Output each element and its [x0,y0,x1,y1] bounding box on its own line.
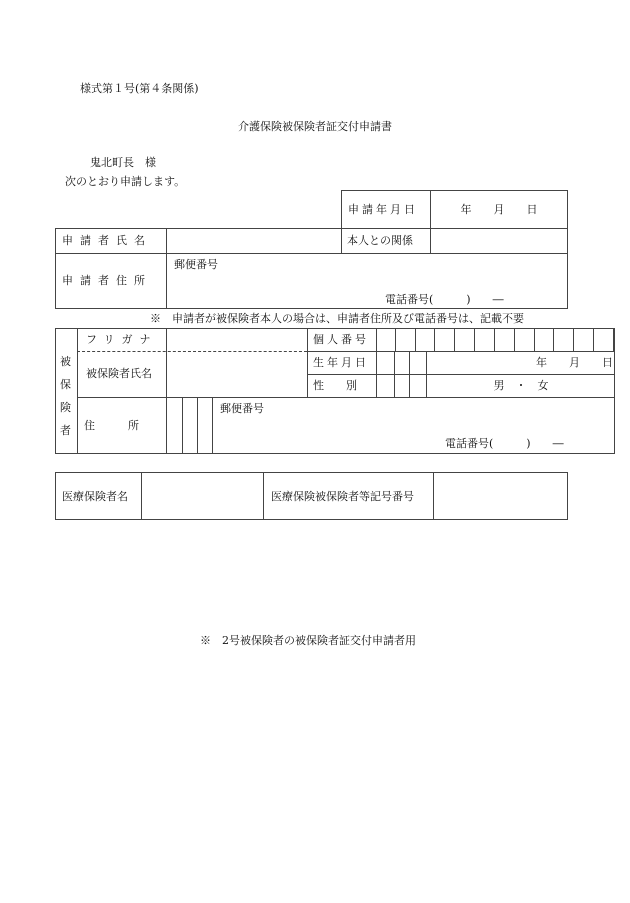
furigana-label: フリガナ [86,333,158,346]
gender-label: 性 別 [313,379,357,392]
relation-field[interactable] [431,229,567,252]
personal-number-digit-cell[interactable] [475,328,495,351]
applicant-name-field[interactable] [167,229,340,252]
insured-section-label: 被保険者 [60,355,71,437]
insured-name-field[interactable] [167,352,306,396]
applicant-name-label: 申請者氏名 [62,234,152,247]
insurer-label: 医療保険者名 [62,490,128,503]
intro-text: 次のとおり申請します。 [65,175,186,188]
insured-address-field[interactable] [213,398,614,453]
form-number: 様式第１号(第４条関係) [80,82,199,95]
date-field[interactable] [431,191,567,228]
form-title: 介護保険被保険者証交付申請書 [238,120,392,133]
birth-label: 生年月日 [313,356,369,369]
personal-number-digit-cell[interactable] [455,328,475,351]
gender-options[interactable]: 男 ・ 女 [493,379,549,392]
applicant-address-field[interactable] [167,254,567,308]
postal-label: 郵便番号 [174,258,218,271]
addressee: 鬼北町長 様 [90,156,156,169]
personal-number-digit-cell[interactable] [574,328,594,351]
personal-number-digit-cell[interactable] [555,328,575,351]
date-label: 申請年月日 [348,203,418,216]
personal-number-digit-cell[interactable] [515,328,535,351]
phone-label: 電話番号( ) ― [385,293,504,306]
symbol-number-label: 医療保険被保険者等記号番号 [271,490,414,503]
symbol-number-field[interactable] [434,473,567,519]
date-format: 年 月 日 [460,203,538,216]
insured-postal-label: 郵便番号 [220,402,264,415]
applicant-address-label: 申請者住所 [62,274,152,287]
personal-number-digit-cell[interactable] [396,328,416,351]
insured-address-label: 住 所 [84,419,139,432]
applicant-note: ※ 申請者が被保険者本人の場合は、申請者住所及び電話番号は、記載不要 [150,312,524,325]
relation-label: 本人との関係 [347,234,413,247]
insured-phone-label: 電話番号( ) ― [445,437,564,450]
personal-number-label: 個人番号 [313,333,369,346]
furigana-field[interactable] [167,329,306,350]
personal-number-digit-cell[interactable] [436,328,456,351]
insured-name-label: 被保険者氏名 [86,367,152,380]
footer-note: ※ 2号被保険者の被保険者証交付申請者用 [200,634,416,647]
personal-number-digit-cell[interactable] [535,328,555,351]
personal-number-digit-cell[interactable] [416,328,436,351]
insurer-field[interactable] [142,473,262,519]
personal-number-digit-cell[interactable] [495,328,515,351]
personal-number-digit-cell[interactable] [376,328,396,351]
personal-number-digit-cell[interactable] [594,328,614,351]
birth-date-field[interactable]: 年 月 日 [536,356,613,369]
